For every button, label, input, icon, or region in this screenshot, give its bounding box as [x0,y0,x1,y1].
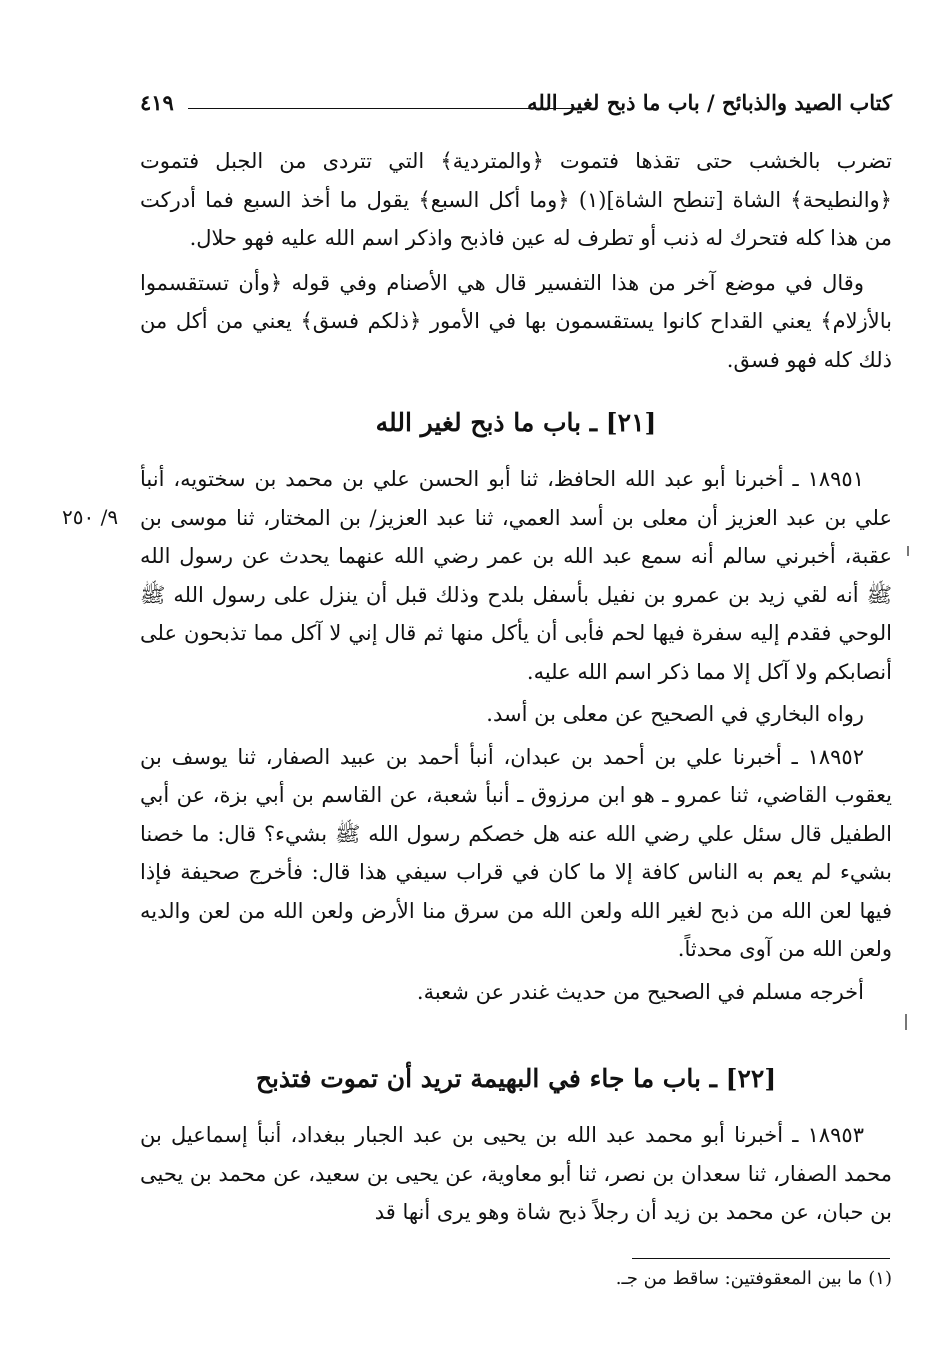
text-block-2 [140,460,892,1011]
footnote-rule [632,1258,890,1259]
footnote: (١) ما بين المعقوفتين: ساقط من جـ. [615,1268,892,1289]
hadith-18953: ١٨٩٥٣ ـ أخبرنا أبو محمد عبد الله بن يحيى بن عبد الجبار ببغداد، أنبأ إسماعيل بن محمد الصفار، ثنا سعدان بن نصر، ثنا أبو معاوية، عن يحيى بن سعيد، عن محمد بن يحيى بن حبان، عن محمد بن زيد أن رجلاً ذبح شاة وهو يرى أنها قد [140,1123,892,1224]
paragraph-tafsir: تضرب بالخشب حتى تقذها فتموت ﴿والمتردية﴾ التي تتردى من الجبل فتموت ﴿والنطيحة﴾ الشاة [تنطح الشاة](١) ﴿وما أكل السبع﴾ يقول ما أخذ السبع فما أدركت من هذا كله فتحرك له ذنب أو تطرف له عين فاذبح واذكر اسم الله عليه فهو حلال. [140,149,892,250]
margin-volume-page-ref: ٩/ ٢٥٠ [62,505,119,529]
hadith-18952: ١٨٩٥٢ ـ أخبرنا علي بن أحمد بن عبدان، أنبأ أحمد بن عبيد الصفار، ثنا يوسف بن يعقوب القاضي، ثنا عمرو ـ هو ابن مرزوق ـ أنبأ شعبة، عن القاسم بن أبي بزة، عن أبي الطفيل قال سئل علي رضي الله عنه هل خصكم رسول الله ﷺ بشيء؟ قال: ما خصنا بشيء لم يعم به الناس كافة إلا ما كان في قراب سيفي هذا قال: فأخرج صحيفة فإذا فيها لعن الله من ذبح لغير الله ولعن الله من سرق منا الأرض ولعن الله من لعن والديه ولعن الله من آوى محدثاً. [140,744,892,961]
hadith-18952-source: أخرجه مسلم في الصحيح من حديث غندر عن شعبة. [416,979,864,1004]
header-rule [188,108,574,109]
section-heading-21: [٢١] ـ باب ما ذبح لغير الله [375,408,657,437]
hadith-18951-source: رواه البخاري في الصحيح عن معلى بن أسد. [486,702,864,726]
text-block-1 [140,142,892,379]
hadith-18951: ١٨٩٥١ ـ أخبرنا أبو عبد الله الحافظ، ثنا أبو الحسن علي بن محمد بن سختويه، أنبأ علي بن عبد العزيز أن معلى بن أسد العمي، ثنا عبد العزيز/ بن المختار، ثنا موسى بن عقبة، أخبرني سالم أنه سمع عبد الله بن عمر رضي الله عنهما يحدث عن رسول الله ﷺ أنه لقي زيد بن عمرو بن نفيل بأسفل بلدح وذلك قبل أن ينزل على رسول الله ﷺ الوحي فقدم إليه سفرة فيها لحم فأبى أن يأكل منها ثم قال إني لا آكل مما تذبحون على أنصابكم ولا آكل إلا مما ذكر اسم الله عليه. [140,467,892,684]
running-header [140,86,892,126]
section-heading-22: [٢٢] ـ باب ما جاء في البهيمة تريد أن تموت فتذبح [255,1064,777,1093]
paragraph-tafsir-2: وقال في موضع آخر من هذا التفسير قال هي الأصنام وفي قوله ﴿وأن تستقسموا بالأزلام﴾ يعني القداح كانوا يستقسمون بها في الأمور ﴿ذلكم فسق﴾ يعني من أكل من ذلك كله فهو فسق. [140,270,892,372]
text-block-3 [140,1116,892,1232]
margin-tick-mark [905,1014,907,1030]
running-header-title: كتاب الصيد والذبائح / باب ما ذبح لغير الله [527,90,892,115]
margin-tick-mark [907,546,909,556]
page-number: ٤١٩ [140,90,174,115]
